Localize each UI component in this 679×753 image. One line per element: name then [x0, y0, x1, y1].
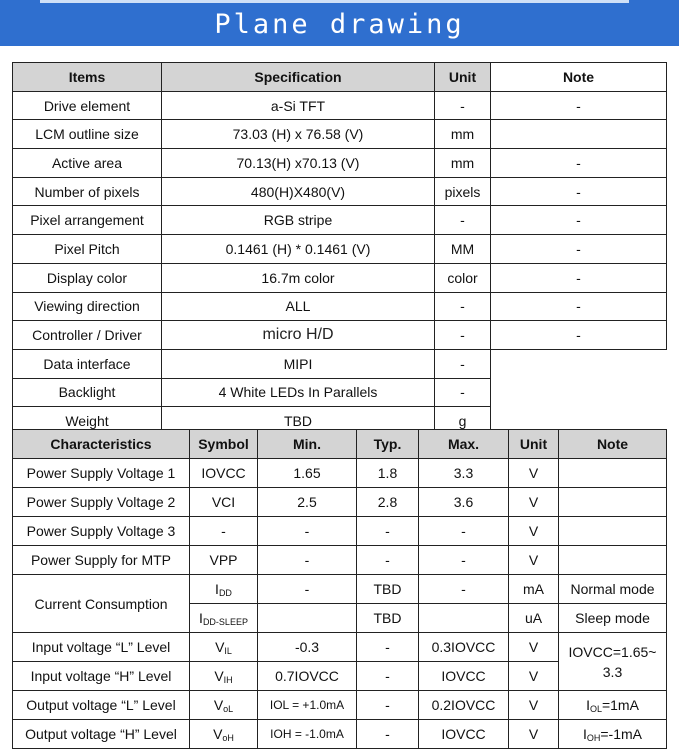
typ-cell: 1.8	[357, 459, 419, 488]
unit-cell: MM	[435, 235, 491, 264]
banner-top-line	[40, 0, 629, 3]
item-cell: Active area	[13, 149, 162, 178]
symbol-main: V	[214, 667, 224, 684]
note-sub: OH	[586, 732, 601, 743]
spec-cell: 70.13(H) x70.13 (V)	[162, 149, 435, 178]
note-cell: Normal mode	[559, 575, 667, 604]
characteristics-table	[12, 429, 667, 749]
spec-cell: MIPI	[162, 349, 435, 378]
note-cell	[491, 120, 667, 149]
header-characteristics: Characteristics	[13, 430, 190, 459]
spec-cell: TBD	[162, 407, 435, 436]
unit-cell: -	[435, 321, 491, 350]
table-row	[13, 263, 667, 292]
min-cell: -0.3	[258, 633, 357, 662]
header-note: Note	[559, 430, 667, 459]
name-cell: Input voltage “L” Level	[13, 633, 190, 662]
item-cell: Backlight	[13, 378, 162, 407]
unit-cell: V	[509, 517, 559, 546]
header-min: Min.	[258, 430, 357, 459]
header-max: Max.	[419, 430, 509, 459]
unit-cell: -	[435, 206, 491, 235]
unit-cell: V	[509, 488, 559, 517]
table-row	[13, 91, 667, 120]
unit-cell: g	[435, 407, 491, 436]
specification-table	[12, 62, 667, 436]
table-row	[13, 575, 667, 604]
unit-cell: uA	[509, 604, 559, 633]
unit-cell: mA	[509, 575, 559, 604]
table-row	[13, 546, 667, 575]
table-row	[13, 517, 667, 546]
typ-cell: -	[357, 546, 419, 575]
item-cell: Viewing direction	[13, 292, 162, 321]
unit-cell: V	[509, 691, 559, 720]
header-unit: Unit	[509, 430, 559, 459]
min-cell: 2.5	[258, 488, 357, 517]
symbol-cell: VCI	[190, 488, 258, 517]
note-cell	[559, 488, 667, 517]
symbol-sub: oL	[223, 703, 234, 714]
spec-cell: micro H/D	[162, 321, 435, 350]
item-cell: Controller / Driver	[13, 321, 162, 350]
symbol-cell	[190, 720, 258, 749]
note-rest: =1mA	[601, 696, 639, 713]
title-banner	[0, 0, 679, 46]
table-row	[13, 720, 667, 749]
note-main: I	[586, 696, 590, 713]
note-cell: -	[491, 321, 667, 350]
unit-cell: -	[435, 292, 491, 321]
name-cell: Input voltage “H” Level	[13, 662, 190, 691]
item-cell: LCM outline size	[13, 120, 162, 149]
max-cell: 3.3	[419, 459, 509, 488]
min-cell: 0.7IOVCC	[258, 662, 357, 691]
note-cell: Sleep mode	[559, 604, 667, 633]
note-cell: -	[491, 177, 667, 206]
table-row	[13, 633, 667, 662]
symbol-cell: VPP	[190, 546, 258, 575]
note-cell	[559, 546, 667, 575]
unit-cell: V	[509, 459, 559, 488]
max-cell: 3.6	[419, 488, 509, 517]
table-row	[13, 321, 667, 350]
name-cell: Output voltage “L” Level	[13, 691, 190, 720]
table-row	[13, 378, 667, 407]
spec-cell: 0.1461 (H) * 0.1461 (V)	[162, 235, 435, 264]
spec-cell: 16.7m color	[162, 263, 435, 292]
note-cell: -	[491, 149, 667, 178]
note-cell	[491, 378, 667, 407]
note-cell: -	[491, 263, 667, 292]
symbol-cell	[190, 633, 258, 662]
output-note-cell	[559, 691, 667, 720]
unit-cell: color	[435, 263, 491, 292]
name-cell: Output voltage “H” Level	[13, 720, 190, 749]
typ-cell: -	[357, 662, 419, 691]
header-specification: Specification	[162, 63, 435, 92]
item-cell: Data interface	[13, 349, 162, 378]
symbol-sub: oH	[222, 732, 234, 743]
header-symbol: Symbol	[190, 430, 258, 459]
table-row	[13, 488, 667, 517]
typ-cell: -	[357, 691, 419, 720]
min-cell: -	[258, 517, 357, 546]
max-cell: -	[419, 546, 509, 575]
spec-cell: 480(H)X480(V)	[162, 177, 435, 206]
typ-cell: -	[357, 517, 419, 546]
typ-cell: TBD	[357, 575, 419, 604]
header-items: Items	[13, 63, 162, 92]
spec-cell: ALL	[162, 292, 435, 321]
min-cell: IOL = +1.0mA	[258, 691, 357, 720]
note-sub: OL	[589, 703, 602, 714]
note-cell	[559, 517, 667, 546]
min-cell: -	[258, 546, 357, 575]
current-consumption-label: Current Consumption	[13, 575, 190, 633]
symbol-sub: IL	[224, 645, 232, 656]
max-cell: -	[419, 575, 509, 604]
typ-cell: TBD	[357, 604, 419, 633]
symbol-main: V	[213, 696, 224, 713]
item-cell: Display color	[13, 263, 162, 292]
spec-cell: 4 White LEDs In Parallels	[162, 378, 435, 407]
note-main: I	[582, 725, 587, 742]
output-note-cell	[559, 720, 667, 749]
unit-cell: V	[509, 720, 559, 749]
min-cell	[258, 604, 357, 633]
note-cell	[559, 459, 667, 488]
char-header-row	[13, 430, 667, 459]
symbol-cell: $I_{DD-SLEEP}$	[190, 604, 258, 633]
spec-header-row	[13, 63, 667, 92]
max-cell: -	[419, 517, 509, 546]
note-cell: -	[491, 235, 667, 264]
min-cell: IOH = -1.0mA	[258, 720, 357, 749]
min-cell: -	[258, 575, 357, 604]
spec-cell: a-Si TFT	[162, 91, 435, 120]
symbol-main: V	[213, 725, 223, 742]
note-cell	[491, 349, 667, 378]
symbol-cell	[190, 662, 258, 691]
table-row	[13, 349, 667, 378]
unit-cell: mm	[435, 149, 491, 178]
note-cell: -	[491, 206, 667, 235]
table-row	[13, 459, 667, 488]
symbol-cell: -	[190, 517, 258, 546]
unit-cell: V	[509, 546, 559, 575]
spec-cell: RGB stripe	[162, 206, 435, 235]
item-cell: Weight	[13, 407, 162, 436]
name-cell: Power Supply for MTP	[13, 546, 190, 575]
max-cell: 0.2IOVCC	[419, 691, 509, 720]
symbol-cell	[190, 691, 258, 720]
typ-cell: 2.8	[357, 488, 419, 517]
typ-cell: -	[357, 720, 419, 749]
unit-cell: -	[435, 349, 491, 378]
symbol-cell: $I_{DD}$	[190, 575, 258, 604]
item-cell: Drive element	[13, 91, 162, 120]
symbol-sub: IH	[223, 674, 233, 685]
header-unit: Unit	[435, 63, 491, 92]
input-note-cell: IOVCC=1.65~ 3.3	[559, 633, 667, 691]
header-note: Note	[491, 63, 667, 92]
table-row	[13, 206, 667, 235]
unit-cell: V	[509, 662, 559, 691]
unit-cell: mm	[435, 120, 491, 149]
min-cell: 1.65	[258, 459, 357, 488]
note-cell: -	[491, 292, 667, 321]
max-cell: 0.3IOVCC	[419, 633, 509, 662]
unit-cell: -	[435, 91, 491, 120]
item-cell: Pixel arrangement	[13, 206, 162, 235]
table-row	[13, 292, 667, 321]
name-cell: Power Supply Voltage 3	[13, 517, 190, 546]
name-cell: Power Supply Voltage 1	[13, 459, 190, 488]
table-row	[13, 149, 667, 178]
unit-cell: -	[435, 378, 491, 407]
typ-cell: -	[357, 633, 419, 662]
item-cell: Number of pixels	[13, 177, 162, 206]
table-row	[13, 691, 667, 720]
table-row	[13, 120, 667, 149]
max-cell	[419, 604, 509, 633]
max-cell: IOVCC	[419, 662, 509, 691]
symbol-main: V	[215, 638, 225, 655]
banner-title: Plane drawing	[214, 8, 465, 40]
note-cell: -	[491, 91, 667, 120]
header-typ: Typ.	[357, 430, 419, 459]
table-row	[13, 177, 667, 206]
spec-cell: 73.03 (H) x 76.58 (V)	[162, 120, 435, 149]
note-rest: =-1mA	[600, 725, 642, 742]
item-cell: Pixel Pitch	[13, 235, 162, 264]
symbol-cell: IOVCC	[190, 459, 258, 488]
unit-cell: pixels	[435, 177, 491, 206]
max-cell: IOVCC	[419, 720, 509, 749]
table-row	[13, 235, 667, 264]
name-cell: Power Supply Voltage 2	[13, 488, 190, 517]
unit-cell: V	[509, 633, 559, 662]
